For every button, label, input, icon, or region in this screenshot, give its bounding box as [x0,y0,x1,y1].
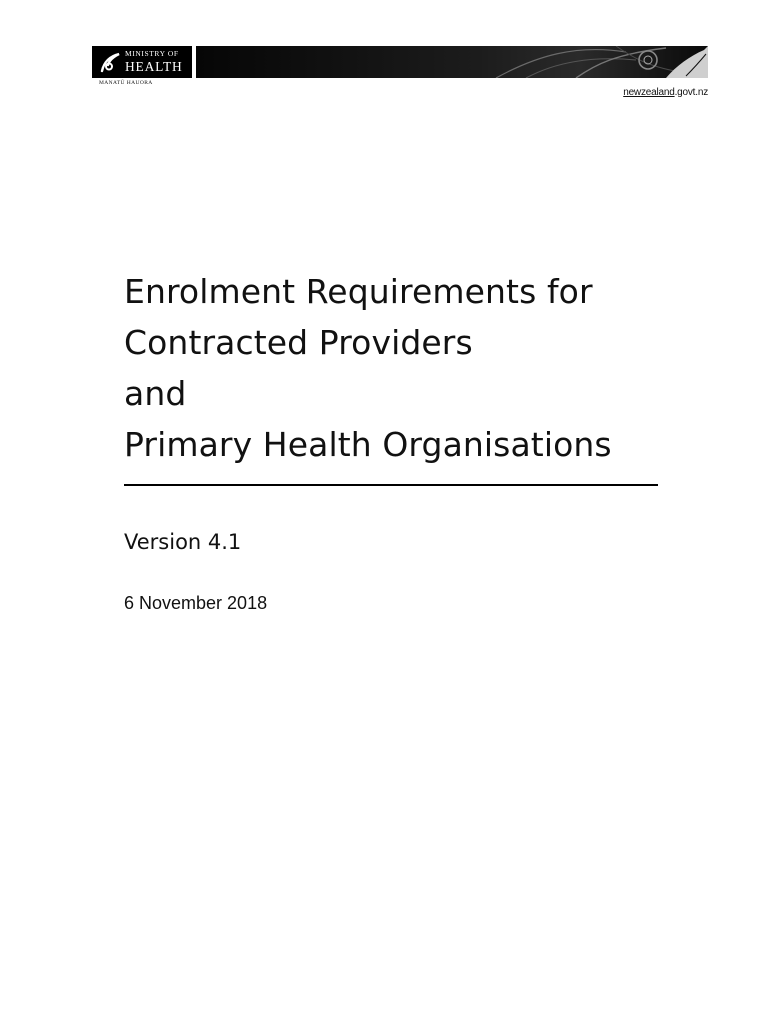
title-line-3: and [124,374,187,413]
title-line-1: Enrolment Requirements for [124,272,593,311]
banner-decoration [196,46,708,78]
govt-logo-suffix: .govt.nz [674,87,708,98]
govt-logo-prefix: newzealand [623,87,675,98]
title-divider [124,484,658,486]
ministry-logo [92,46,192,78]
ministry-koru-icon [98,50,122,74]
nz-govt-logo [623,87,708,98]
document-version: Version 4.1 [124,530,242,554]
title-line-4: Primary Health Organisations [124,425,612,464]
header-banner [92,46,708,78]
document-title [124,266,612,470]
title-line-2: Contracted Providers [124,323,473,362]
logo-ministry-of: MINISTRY OF [125,49,179,58]
logo-health: HEALTH [125,58,183,74]
document-date: 6 November 2018 [124,593,268,613]
ministry-logo-text [125,50,183,73]
logo-maori-name: MANATŪ HAUORA [99,80,153,86]
